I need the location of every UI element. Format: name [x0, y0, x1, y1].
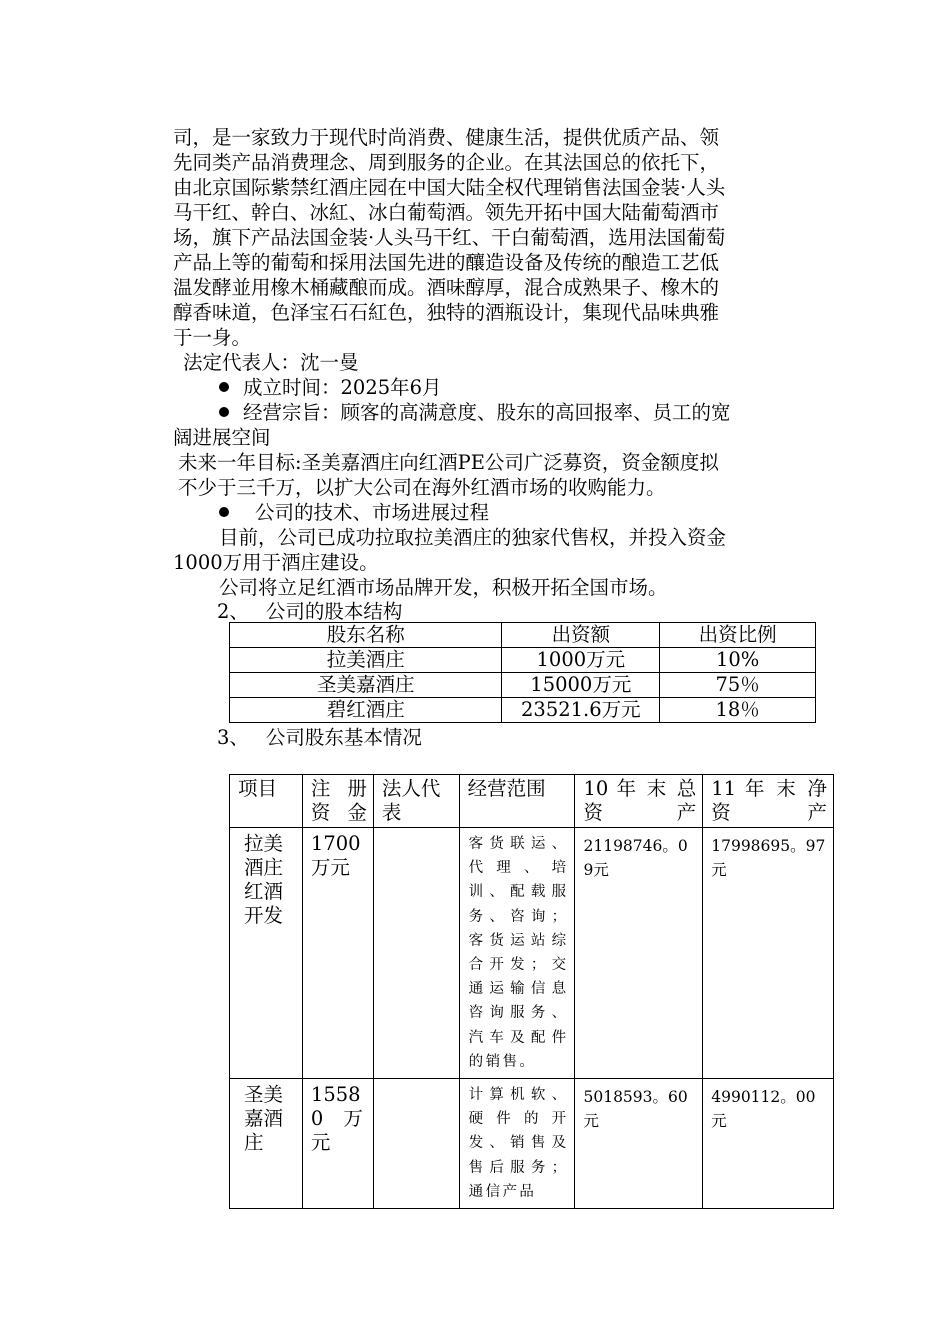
header-cell: 出资比例	[660, 623, 816, 648]
scope-cell: 计算机软、硬件的开发、销售及售后服务；通信产品	[459, 1079, 575, 1209]
header-cell: 11 年 末 净 资产	[703, 775, 834, 828]
table-cell: 1000万元	[502, 648, 660, 673]
tech-heading	[219, 500, 489, 526]
section-title: 公司的股本结构	[265, 600, 403, 623]
table-cell: 圣美嘉酒庄	[230, 673, 502, 698]
table-cell: 10%	[660, 648, 816, 673]
legal-rep-cell	[373, 1079, 459, 1209]
intro-line: 由北京国际紫禁红酒庄园在中国大陆全权代理销售法国金装·人头	[173, 176, 726, 199]
table-row	[230, 1079, 834, 1209]
total-assets-cell: 21198746。09元	[575, 828, 703, 1079]
table-cell: 75％	[660, 673, 816, 698]
table-cell: 碧红酒庄	[230, 698, 502, 723]
capital-cell: 15580 万 元	[302, 1079, 373, 1209]
bullet-icon	[219, 382, 229, 392]
intro-line: 醇香味道，色泽宝石石紅色，独特的酒瓶设计，集现代品味典雅	[173, 301, 720, 324]
intro-line: 先同类产品消费理念、周到服务的企业。在其法国总的依托下，	[173, 151, 720, 174]
header-cell: 注 册 资金	[302, 775, 373, 828]
established-text: 成立时间：2025年6月	[243, 376, 442, 399]
tech-paragraph-line: 目前，公司已成功拉取拉美酒庄的独家代售权，并投入资金	[219, 526, 727, 549]
bullet-icon	[219, 507, 229, 517]
goal-line: 未来一年目标:圣美嘉酒庄向红酒PE公司广泛募资，资金额度拟	[178, 451, 719, 474]
net-assets-cell: 4990112。00元	[703, 1079, 834, 1209]
tech-paragraph-line: 1000万用于酒庄建设。	[173, 551, 379, 574]
section-3-heading	[217, 725, 422, 751]
established-item	[219, 375, 442, 401]
table-cell: 18％	[660, 698, 816, 723]
table-cell: 23521.6万元	[502, 698, 660, 723]
intro-line: 于一身。	[173, 326, 252, 349]
table-cell: 拉美酒庄	[230, 648, 502, 673]
table-row	[230, 648, 816, 673]
intro-line: 场，旗下产品法国金装·人头马干红、干白葡萄酒，选用法国葡萄	[173, 226, 726, 249]
tech-heading-text: 公司的技术、市场进展过程	[255, 501, 490, 524]
equity-structure-table	[229, 622, 816, 723]
table-row	[230, 673, 816, 698]
total-assets-cell: 5018593。60元	[575, 1079, 703, 1209]
header-cell: 经营范围	[459, 775, 575, 828]
intro-line: 司，是一家致力于现代时尚消费、健康生活，提供优质产品、领	[173, 126, 720, 149]
capital-cell: 1700万元	[302, 828, 373, 1079]
purpose-item	[219, 400, 731, 426]
section-number: 3、	[217, 726, 249, 749]
item-cell: 圣美嘉酒庄	[230, 1079, 303, 1209]
section-title: 公司股东基本情况	[265, 726, 422, 749]
header-cell: 10 年 末 总 资产	[575, 775, 703, 828]
scope-cell: 客货联运、代理、培训、配载服务、咨询；客货运站综合开发；交通运输信息咨询服务、汽车及配件的销售。	[459, 828, 575, 1079]
table-row	[230, 828, 834, 1079]
header-cell: 股东名称	[230, 623, 502, 648]
legal-representative: 法定代表人：沈一曼	[183, 351, 359, 374]
net-assets-cell: 17998695。97元	[703, 828, 834, 1079]
header-cell: 法人代表	[373, 775, 459, 828]
item-cell: 拉美酒庄红酒开发	[230, 828, 303, 1079]
intro-line: 马干红、幹白、冰紅、冰白葡萄酒。领先开拓中国大陆葡萄酒市	[173, 201, 720, 224]
table-cell: 15000万元	[502, 673, 660, 698]
table-header-row	[230, 623, 816, 648]
intro-line: 温发酵並用橡木桶藏酿而成。酒味醇厚，混合成熟果子、橡木的	[173, 276, 720, 299]
legal-rep-cell	[373, 828, 459, 1079]
shareholder-info-table	[229, 774, 834, 1209]
section-number: 2、	[217, 600, 249, 623]
market-paragraph: 公司将立足红酒市场品牌开发，积极开拓全国市场。	[219, 576, 668, 599]
bullet-icon	[219, 407, 229, 417]
intro-line: 产品上等的葡萄和採用法国先进的釀造设备及传统的酿造工艺低	[173, 251, 720, 274]
purpose-continuation: 阔进展空间	[173, 426, 271, 449]
table-header-row	[230, 775, 834, 828]
header-cell: 出资额	[502, 623, 660, 648]
purpose-text: 经营宗旨：顾客的高满意度、股东的高回报率、员工的宽	[243, 401, 731, 424]
table-row	[230, 698, 816, 723]
goal-line: 不少于三千万，以扩大公司在海外红酒市场的收购能力。	[178, 476, 666, 499]
header-cell: 项目	[230, 775, 303, 828]
